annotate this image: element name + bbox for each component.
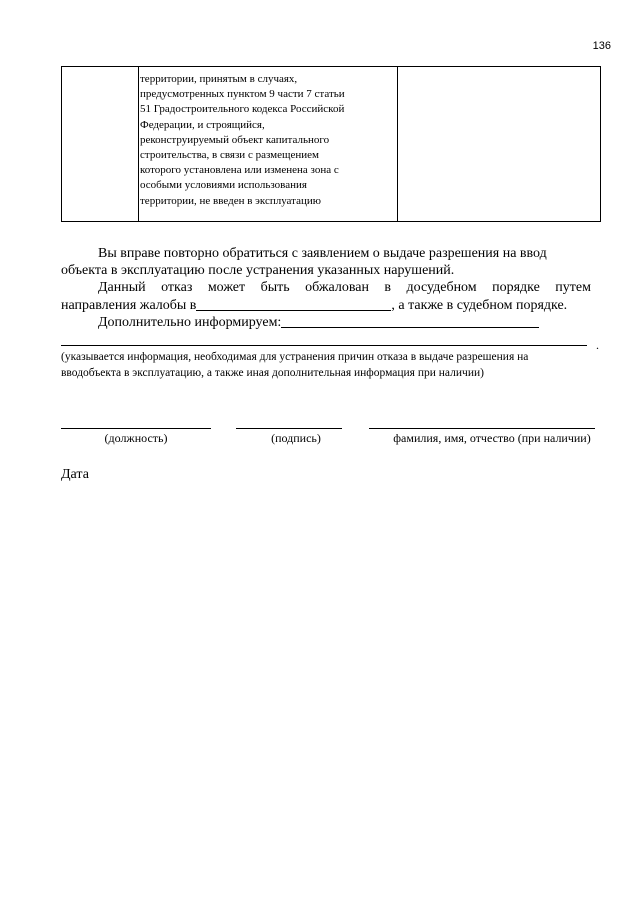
reapply-line-1: Вы вправе повторно обратиться с заявлением о выдаче разрешения на ввод (98, 246, 547, 261)
appeal-text-start: направления жалобы в (61, 298, 197, 313)
note-line-2: вводобъекта в эксплуатацию, а также иная дополнительная информация при наличии) (61, 367, 484, 379)
additional-info-label: Дополнительно информируем: (98, 315, 282, 330)
appeal-word: может (207, 280, 246, 295)
page-number: 136 (592, 40, 611, 52)
appeal-word: в (384, 280, 392, 295)
additional-info-blank-line[interactable] (61, 345, 587, 346)
appeal-word: Данный (98, 280, 146, 295)
appeal-word: путем (555, 280, 591, 295)
additional-info-line (61, 313, 591, 331)
signature-line[interactable] (236, 428, 342, 429)
reason-line: реконструируемый объект капитального (140, 133, 330, 146)
reapply-line-2: объекта в эксплуатацию после устранения указанных нарушений. (61, 263, 455, 278)
signature-label: (подпись) (271, 431, 321, 445)
reason-line: 51 Градостроительного кодекса Российской (140, 103, 345, 116)
reapply-paragraph (61, 245, 591, 279)
note-line-1: (указывается информация, необходимая для устранения причин отказа в выдаче разрешения на (61, 351, 529, 363)
table-cell-number (62, 67, 139, 221)
stray-dot: . (596, 338, 599, 352)
reason-line: особыми условиями использования (140, 179, 307, 192)
appeal-text-end: , а также в судебном порядке. (391, 298, 568, 313)
reason-line: территории, принятым в случаях, (140, 73, 298, 85)
additional-info-blank[interactable] (281, 313, 539, 328)
appeal-word: обжалован (305, 280, 369, 295)
appeal-authority-blank[interactable] (196, 296, 391, 311)
reason-line: которого установлена или изменена зона с (140, 164, 339, 177)
appeal-line-1 (61, 279, 591, 296)
appeal-word: быть (260, 280, 290, 295)
date-label: Дата (61, 467, 89, 482)
reason-line: территории, не введен в эксплуатацию (140, 194, 321, 207)
full-name-signature-line[interactable] (369, 428, 595, 429)
position-label: (должность) (104, 431, 168, 445)
reason-line: строительства, в связи с размещением (140, 149, 319, 162)
additional-info-note (61, 349, 601, 381)
table-cell-explanation (398, 67, 600, 221)
appeal-word: досудебном (406, 280, 477, 295)
full-name-label: фамилия, имя, отчество (при наличии) (393, 431, 591, 445)
refusal-reason-table (61, 66, 601, 222)
appeal-word: отказ (161, 280, 193, 295)
appeal-line-2 (61, 296, 591, 314)
table-cell-reason (139, 67, 398, 221)
reason-line: Федерации, и строящийся, (140, 118, 265, 131)
appeal-word: порядке (492, 280, 540, 295)
reason-line: предусмотренных пунктом 9 части 7 статьи (140, 88, 345, 101)
appeal-paragraph (61, 279, 591, 314)
position-signature-line[interactable] (61, 428, 211, 429)
